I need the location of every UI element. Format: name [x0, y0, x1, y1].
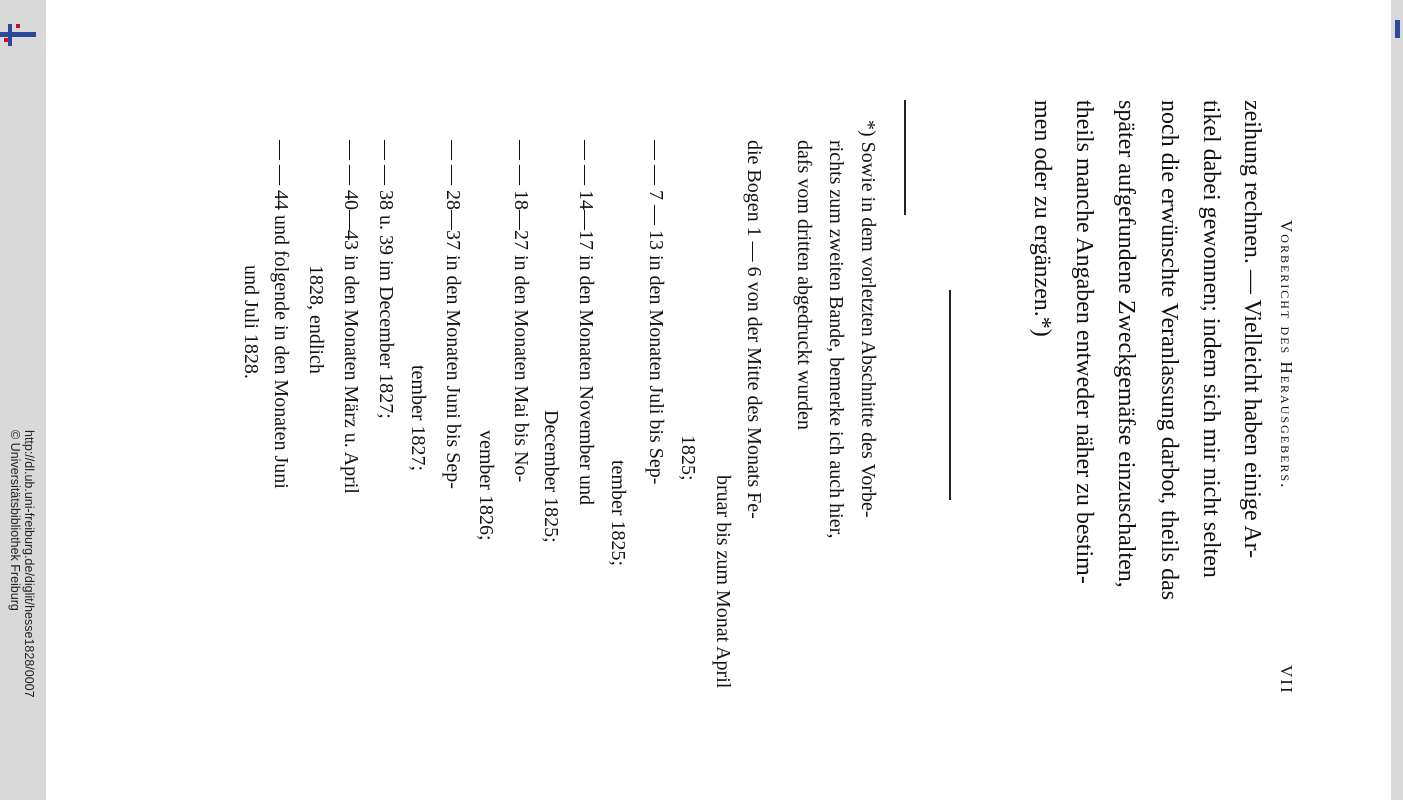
footnote-line: vember 1826; — [475, 430, 497, 541]
scanned-page — [46, 0, 1391, 800]
footnote-line: und Juli 1828. — [240, 265, 262, 379]
footnote-line: die Bogen 1 — 6 von der Mitte des Monats Fe- — [743, 140, 765, 519]
library-mark-icon — [1393, 20, 1401, 38]
copyright-notice: © Universitätsbibliothek Freiburg — [8, 430, 22, 611]
footnote-line: tember 1827; — [407, 365, 429, 472]
footnote-line: — — 7 — 13 in den Monaten Juli bis Sep- — [645, 140, 667, 485]
body-line: tikel dabei gewonnen; indem sich mir nicht selten — [1198, 100, 1224, 578]
left-sidebar — [0, 0, 46, 800]
body-line: später aufgefundene Zweckgemäfse einzuschalten, — [1113, 100, 1139, 588]
source-url: http://dl.ub.uni-freiburg.de/diglit/hesse1828/0007 — [22, 430, 36, 698]
footnote-line: — — 40—43 in den Monaten März u. April — [340, 140, 362, 494]
footnote-line: — — 38 u. 39 im December 1827; — [375, 140, 397, 419]
body-line: theils manche Angaben entweder näher zu bestim- — [1071, 100, 1097, 584]
footnote-line: dafs vom dritten abgedruckt wurden — [793, 140, 815, 430]
footnote-line: 1825; — [677, 435, 699, 481]
page-number: VII — [1277, 665, 1296, 695]
body-line: zeihung rechnen. — Vielleicht haben einige Ar- — [1239, 100, 1265, 559]
footnote-line: — — 18—27 in den Monaten Mai bis No- — [510, 140, 532, 483]
page-header: Vorbericht des Herausgebers. — [1277, 220, 1296, 490]
footnote-line: bruar bis zum Monat April — [712, 475, 734, 689]
footnote-line: December 1825; — [540, 410, 562, 543]
library-logo-icon — [0, 18, 40, 50]
section-divider — [949, 290, 951, 500]
footnote-line: richts zum zweiten Bande, bemerke ich auch hier, — [825, 140, 847, 539]
footnote-line: — — 44 und folgende in den Monaten Juni — [270, 140, 292, 489]
right-sidebar — [1391, 0, 1403, 800]
footnote-line: *) Sowie in dem vorletzten Abschnitte des Vorbe- — [857, 120, 879, 518]
footnote-line: — — 14—17 in den Monaten November und — [575, 140, 597, 505]
url-caption — [0, 430, 46, 800]
body-line: noch die erwünschte Veranlassung darbot, theils das — [1156, 100, 1182, 601]
footnote-line: 1828, endlich — [305, 265, 327, 374]
footnote-line: — — 28—37 in den Monaten Juni bis Sep- — [442, 140, 464, 489]
footnote-divider — [904, 100, 906, 215]
footnote-line: tember 1825; — [607, 460, 629, 567]
body-line: men oder zu ergänzen.*) — [1029, 100, 1055, 337]
